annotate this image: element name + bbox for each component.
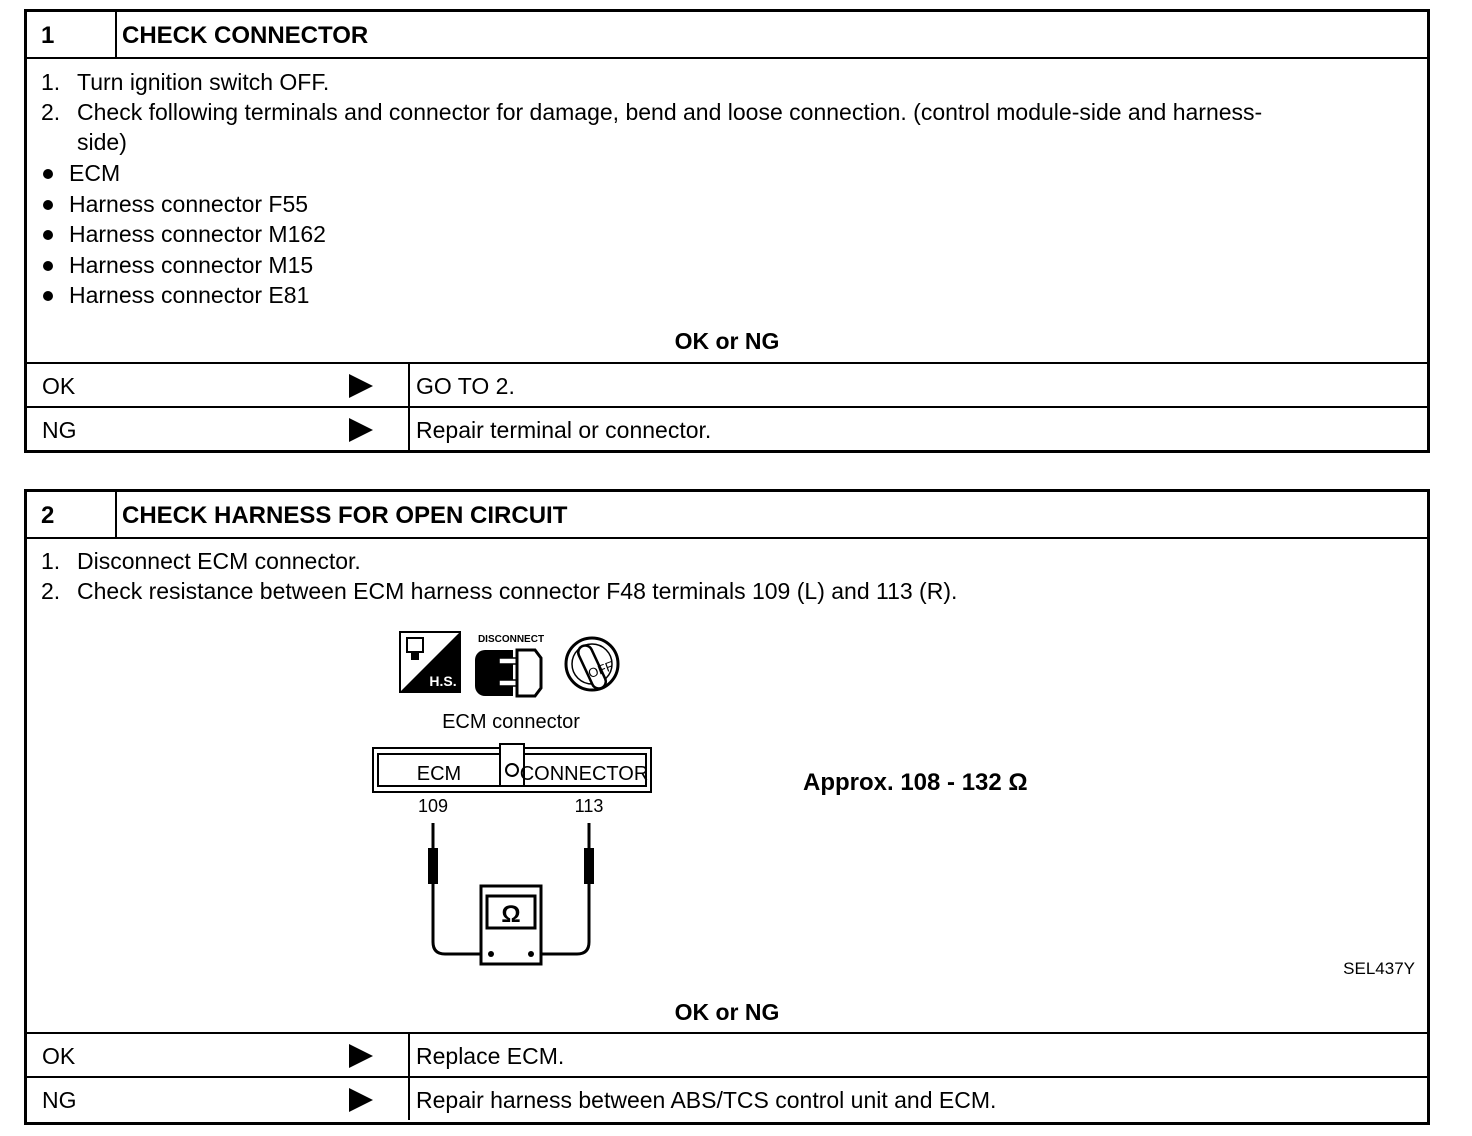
result-action: Replace ECM. [416, 1043, 565, 1069]
instruction-continuation: side) [77, 129, 127, 155]
instruction-text: Turn ignition switch OFF. [77, 69, 330, 95]
off-label: OFF [586, 658, 616, 682]
hs-label: H.S. [429, 673, 457, 689]
column-divider [408, 1034, 410, 1076]
instruction-number: 2. [41, 578, 61, 604]
bullet-text: Harness connector F55 [69, 191, 309, 217]
instruction-text: Check following terminals and connector for damage, bend and loose connection. (control module-side and harness- [77, 99, 1263, 125]
column-divider [408, 364, 410, 406]
bullet-text: Harness connector M162 [69, 221, 326, 247]
terminal-113-label: 113 [574, 796, 604, 816]
step-number: 1 [27, 12, 117, 57]
column-divider [408, 1078, 410, 1120]
arrow-right-icon [349, 374, 373, 398]
terminal-109-label: 109 [417, 796, 449, 816]
figure-id: SEL437Y [1343, 959, 1415, 978]
bullet-text: Harness connector E81 [69, 282, 310, 308]
ecm-connector [373, 744, 651, 792]
result-label: NG [42, 417, 77, 443]
result-label: OK [42, 373, 76, 399]
step-title: CHECK CONNECTOR [122, 22, 369, 49]
result-action: Repair harness between ABS/TCS control unit and ECM. [416, 1087, 997, 1113]
ignition-off-icon [566, 638, 618, 691]
column-divider [408, 408, 410, 450]
result-row-ng [27, 1076, 1427, 1120]
instruction-number: 1. [41, 69, 61, 95]
arrow-right-icon [349, 418, 373, 442]
ohmmeter-icon [481, 886, 541, 964]
bullet-icon [43, 291, 53, 301]
harness-side-icon [400, 632, 460, 692]
result-heading: OK or NG [674, 999, 780, 1025]
resistance-spec: Approx. 108 - 132 Ω [803, 769, 1028, 796]
connector-caption: ECM connector [442, 711, 580, 733]
instruction-text: Check resistance between ECM harness connector F48 terminals 109 (L) and 113 (R). [77, 578, 958, 604]
disconnect-icon [475, 634, 544, 696]
step-1-block [24, 9, 1430, 453]
result-label: NG [42, 1087, 77, 1113]
bullet-text: Harness connector M15 [69, 252, 314, 278]
step-header [27, 12, 1427, 59]
result-action: Repair terminal or connector. [416, 417, 712, 443]
result-row-ng [27, 406, 1427, 450]
step-number: 2 [27, 492, 117, 537]
bullet-icon [43, 200, 53, 210]
instruction-number: 1. [41, 548, 61, 574]
result-row-ok [27, 362, 1427, 406]
result-heading: OK or NG [674, 328, 780, 354]
bullet-icon [43, 169, 53, 179]
connector-left-label: ECM [416, 763, 462, 785]
result-row-ok [27, 1032, 1427, 1076]
arrow-right-icon [349, 1088, 373, 1112]
result-action: GO TO 2. [416, 373, 515, 399]
instruction-number: 2. [41, 99, 61, 125]
bullet-icon [43, 230, 53, 240]
measurement-figure [27, 492, 1427, 992]
ohm-symbol: Ω [501, 901, 521, 928]
instruction-text: Disconnect ECM connector. [77, 548, 361, 574]
bullet-text: ECM [69, 160, 121, 186]
disconnect-label: DISCONNECT [477, 634, 545, 645]
connector-right-label: CONNECTOR [519, 763, 649, 785]
arrow-right-icon [349, 1044, 373, 1068]
step-title: CHECK HARNESS FOR OPEN CIRCUIT [122, 502, 568, 529]
bullet-icon [43, 261, 53, 271]
step-2-block [24, 489, 1430, 1125]
result-label: OK [42, 1043, 76, 1069]
